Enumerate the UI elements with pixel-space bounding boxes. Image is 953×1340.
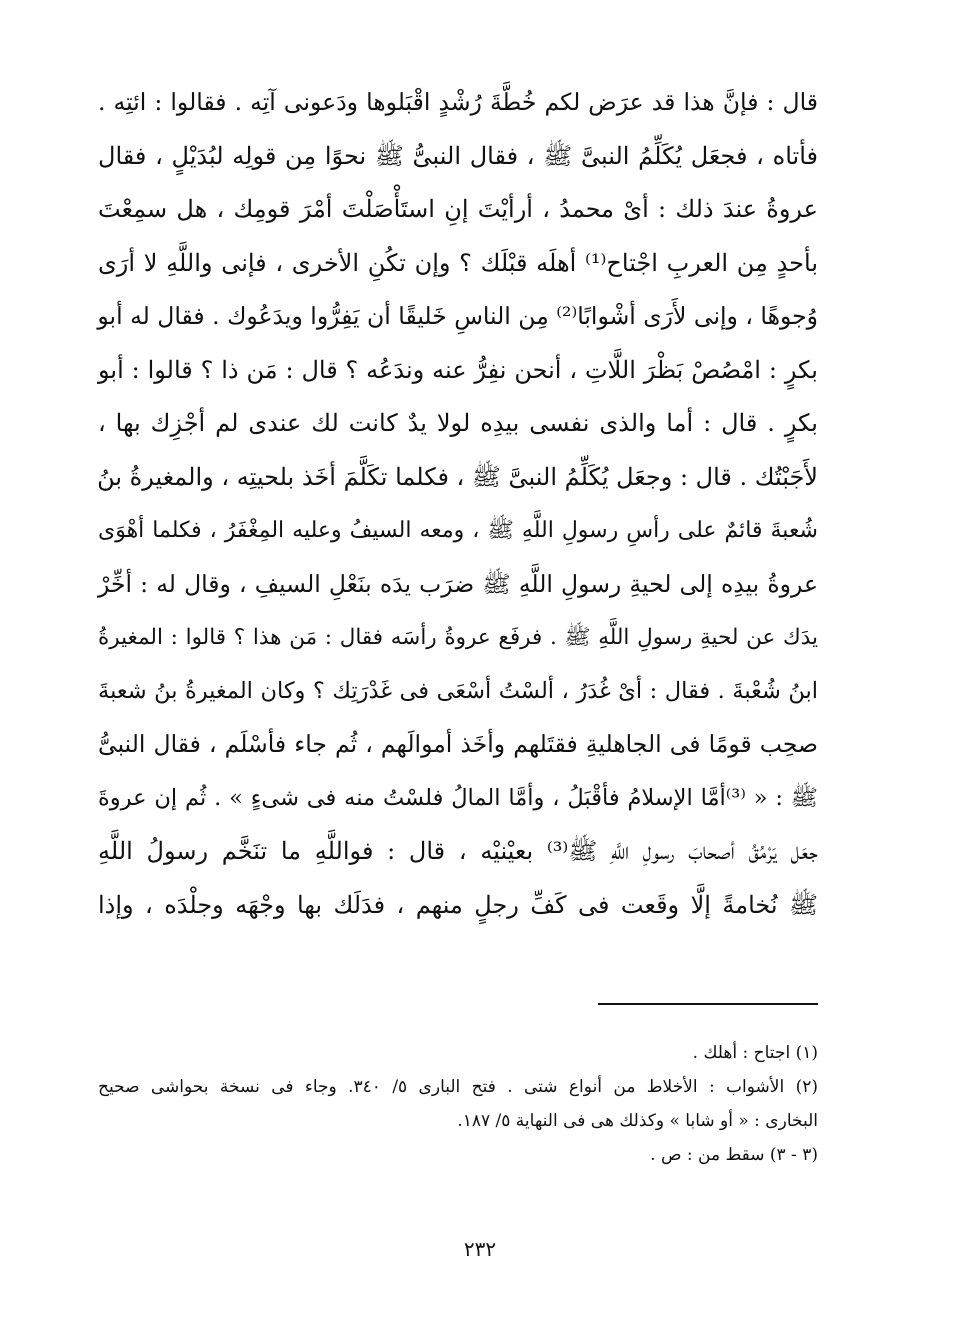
- text-line: لأَجَبْتُك . قال : وجعَل يُكَلِّمُ النبىَّ ﷺ ، فكلما تكَلَّمَ أخَذ بلحيتِه ، والمغيرةُ بنُ: [97, 462, 818, 491]
- text-line: بكرٍ . قال : أما والذى نفسى بيدِه لولا يدٌ كانت لك عندى لم أجْزِك بها ،: [98, 409, 818, 437]
- text-line: قال : فإنَّ هذا قد عرَض لكم خُطَّةَ رُشْدٍ اقْبَلوها ودَعونى آتِه . فقالوا : ائتِه .: [98, 88, 818, 116]
- footnote-divider: [598, 1003, 818, 1005]
- footnote-3: (٣ - ٣) سقط من : ص .: [650, 1145, 818, 1165]
- footnote-2-continued: البخارى : « أو شابا » وكذلك هى فى النهاية ٥/ ١٨٧.: [457, 1111, 818, 1131]
- text-line: بأحدٍ مِن العربِ اجْتاح⁽¹⁾ أهلَه قبْلَك ؟ وإن تكُنِ الأخرى ، فإنى واللَّهِ لا أرَى: [98, 248, 818, 277]
- text-line: عروةُ بيدِه إلى لحيةِ رسولِ اللَّهِ ﷺ ضرَب يدَه بنَعْلِ السيفِ ، وقال له : أخِّرْ: [98, 569, 818, 598]
- text-line: وُجوهًا ، وإنى لأَرَى أشْوابًا⁽²⁾ مِن الناسِ خَليقًا أن يَفِرُّوا ويدَعُوك . فقال له أبو: [97, 302, 818, 330]
- text-line: صحِب قومًا فى الجاهليةِ فقتَلهم وأخَذ أموالَهم ، ثُم جاء فأسْلَم ، فقال النبىُّ: [98, 730, 818, 758]
- main-text: [98, 76, 818, 932]
- text-line: ﷺ : « ⁽³⁾أمَّا الإسلامُ فأقْبَلُ ، وأمَّا المالُ فلسْتُ منه فى شىءٍ » . ثُم إن عروةَ: [98, 784, 818, 811]
- footnotes: [98, 1036, 818, 1172]
- footnote-2: (٢) الأشواب : الأخلاط من أنواع شتى . فتح البارى ٥/ ٣٤٠. وجاء فى نسخة بحواشى صحيح: [98, 1077, 818, 1097]
- text-line: ابنُ شُعْبةَ . فقال : أىْ غُدَرُ ، ألسْتُ أسْعَى فى غَدْرَتِك ؟ وكان المغيرةُ بنُ شعبةَ: [98, 677, 818, 704]
- footnote-1: (١) اجتاح : أهلك .: [692, 1043, 818, 1063]
- text-line: عروةُ عندَ ذلك : أىْ محمدُ ، أرأيْتَ إنِ استَأْصَلْتَ أمْرَ قومِك ، هل سمِعْتَ: [98, 195, 818, 223]
- text-line: جعَل يَرْمُقُ أصحابَ رسولِ اللَّهِ ﷺ⁽³⁾ بعيْنيْه ، قال : فواللَّهِ ما تنَخَّم رسولُ اللَّهِ: [98, 837, 818, 865]
- page-number: ٢٣٢: [463, 1237, 497, 1261]
- text-line: ﷺ نُخامةً إلَّا وقَعت فى كَفِّ رجلٍ منهم ، فدَلَك بها وجْهَه وجلْدَه ، وإذا: [98, 890, 818, 919]
- text-line: يدَك عن لحيةِ رسولِ اللَّهِ ﷺ . فرفَع عروةُ رأسَه فقال : مَن هذا ؟ قالوا : المغيرةُ: [98, 625, 818, 650]
- text-line: شُعبةَ قائمٌ على رأسِ رسولِ اللَّهِ ﷺ ، ومعه السيفُ وعليه المِغْفَرُ ، فكلما أهْوَى: [98, 518, 818, 543]
- text-line: فأتاه ، فجعَل يُكَلِّمُ النبىَّ ﷺ ، فقال النبىُّ ﷺ نحوًا مِن قولِه لبُدَيْلٍ ، فقال: [98, 141, 818, 170]
- text-line: بكرٍ : امْصُصْ بَظْرَ اللَّاتِ ، أنحن نفِرُّ عنه وندَعُه ؟ قال : مَن ذا ؟ قالوا : أبو: [98, 355, 818, 384]
